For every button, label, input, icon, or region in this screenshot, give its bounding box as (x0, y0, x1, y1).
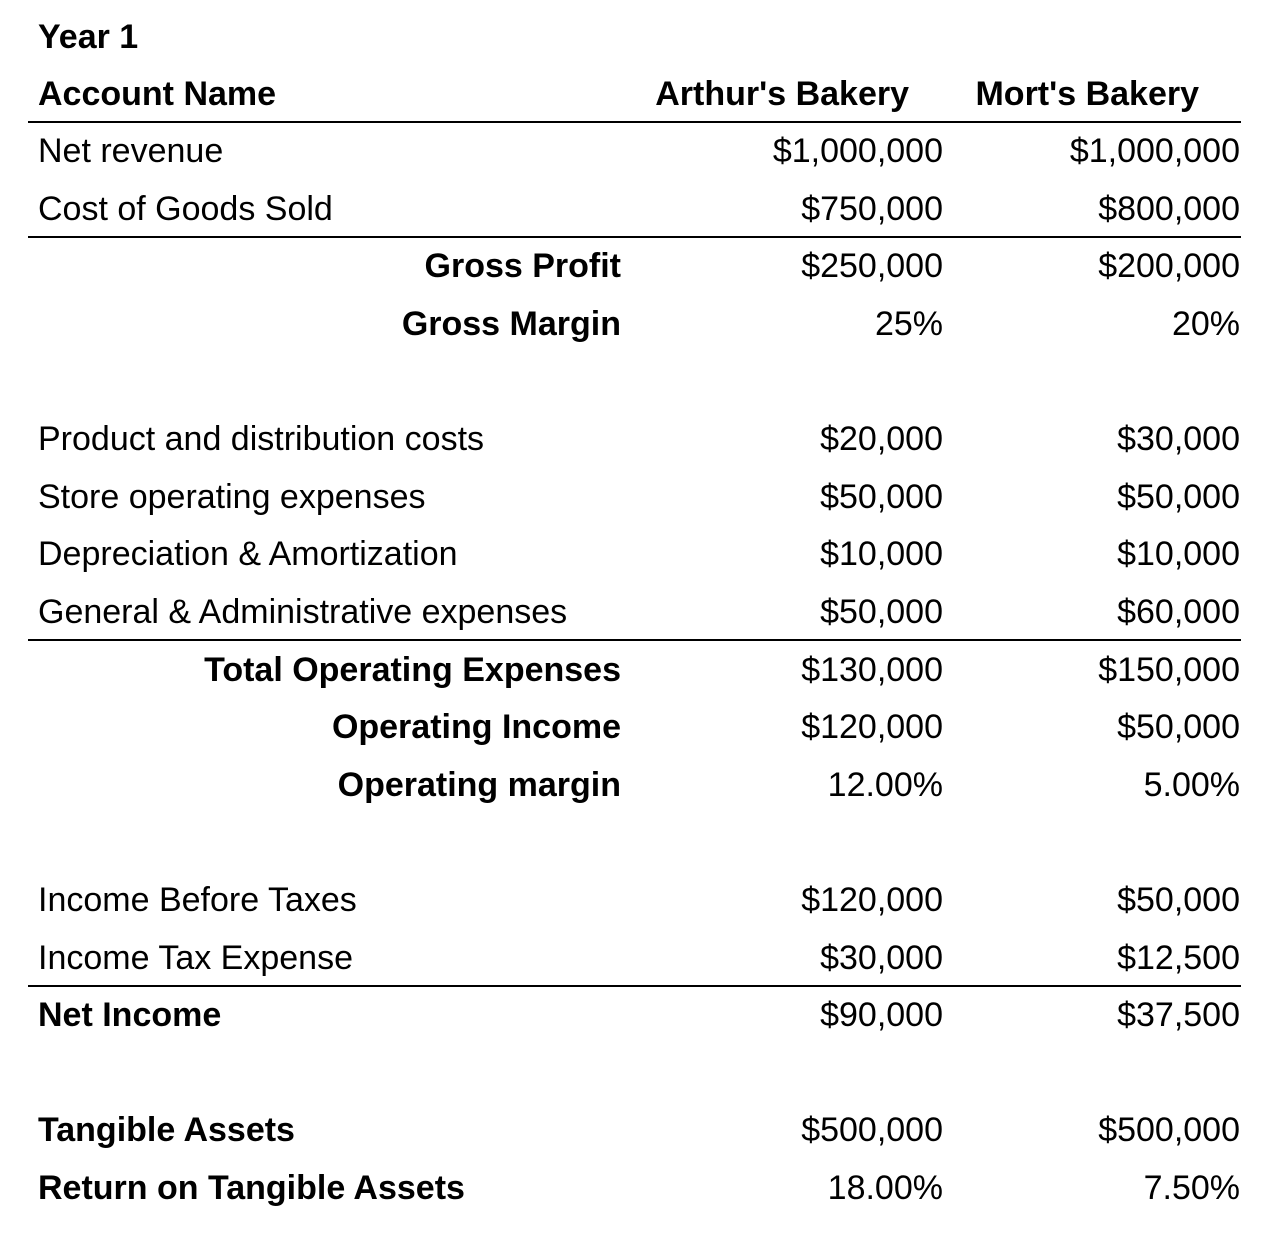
arthur-value: $20,000 (820, 420, 943, 459)
header-arthurs-bakery: Arthur's Bakery (655, 75, 909, 113)
row-income-before-taxes (28, 872, 1241, 930)
row-net-revenue (28, 123, 1241, 181)
arthur-value: $30,000 (820, 938, 943, 977)
arthur-value: $10,000 (820, 535, 943, 574)
mort-value: $1,000,000 (1069, 132, 1240, 171)
row-store-operating-expenses (28, 469, 1241, 527)
row-gross-margin (28, 296, 1241, 354)
row-net-income (28, 987, 1241, 1045)
row-label: Gross Profit (424, 247, 621, 286)
sheet-title: Year 1 (38, 18, 139, 56)
arthur-value: $250,000 (801, 247, 943, 286)
mort-value: $50,000 (1117, 708, 1240, 747)
row-label: General & Administrative expenses (38, 593, 568, 632)
arthur-value: $90,000 (820, 996, 943, 1035)
arthur-value: $130,000 (801, 650, 943, 689)
arthur-value: $500,000 (801, 1111, 943, 1150)
row-label: Gross Margin (401, 305, 621, 344)
arthur-value: $120,000 (801, 708, 943, 747)
row-product-distribution-costs (28, 411, 1241, 469)
mort-value: 7.50% (1143, 1168, 1240, 1207)
mort-value: $500,000 (1098, 1111, 1240, 1150)
row-tangible-assets (28, 1102, 1241, 1160)
row-label: Tangible Assets (38, 1111, 295, 1150)
row-label: Operating Income (331, 708, 621, 747)
row-label: Net Income (38, 996, 222, 1035)
spacer-row (28, 353, 1241, 411)
mort-value: $60,000 (1117, 593, 1240, 632)
arthur-value: $1,000,000 (772, 132, 943, 171)
row-label: Income Tax Expense (38, 938, 353, 977)
mort-value: $50,000 (1117, 881, 1240, 920)
mort-value: $10,000 (1117, 535, 1240, 574)
row-label: Return on Tangible Assets (38, 1168, 465, 1207)
row-label: Depreciation & Amortization (38, 535, 458, 574)
arthur-value: $50,000 (820, 477, 943, 516)
arthur-value: $750,000 (801, 189, 943, 228)
row-label: Net revenue (38, 132, 224, 171)
spacer-row (28, 1045, 1241, 1103)
spacer-row (28, 814, 1241, 872)
mort-value: $12,500 (1117, 938, 1240, 977)
mort-value: 5.00% (1143, 765, 1240, 804)
row-label: Operating margin (337, 765, 621, 804)
mort-value: $800,000 (1098, 189, 1240, 228)
row-general-administrative-expenses (28, 584, 1241, 642)
header-account-name: Account Name (38, 75, 277, 113)
row-operating-margin (28, 757, 1241, 815)
arthur-value: $120,000 (801, 881, 943, 920)
arthur-value: 25% (874, 305, 943, 344)
row-label: Cost of Goods Sold (38, 189, 333, 228)
row-gross-profit (28, 238, 1241, 296)
row-total-operating-expenses (28, 641, 1241, 699)
row-income-tax-expense (28, 929, 1241, 987)
mort-value: $30,000 (1117, 420, 1240, 459)
arthur-value: $50,000 (820, 593, 943, 632)
row-label: Income Before Taxes (38, 881, 357, 920)
mort-value: $200,000 (1098, 247, 1240, 286)
mort-value: 20% (1171, 305, 1240, 344)
row-depreciation-amortization (28, 526, 1241, 584)
mort-value: $37,500 (1117, 996, 1240, 1035)
row-operating-income (28, 699, 1241, 757)
row-return-on-tangible-assets (28, 1160, 1241, 1218)
mort-value: $150,000 (1098, 650, 1240, 689)
row-label: Total Operating Expenses (204, 650, 621, 689)
mort-value: $50,000 (1117, 477, 1240, 516)
header-morts-bakery: Mort's Bakery (975, 75, 1199, 113)
row-label: Store operating expenses (38, 477, 426, 516)
row-cost-of-goods-sold (28, 181, 1241, 239)
arthur-value: 18.00% (827, 1168, 943, 1207)
income-statement-table (28, 66, 1241, 1217)
header-row (28, 66, 1241, 123)
arthur-value: 12.00% (827, 765, 943, 804)
row-label: Product and distribution costs (38, 420, 485, 459)
